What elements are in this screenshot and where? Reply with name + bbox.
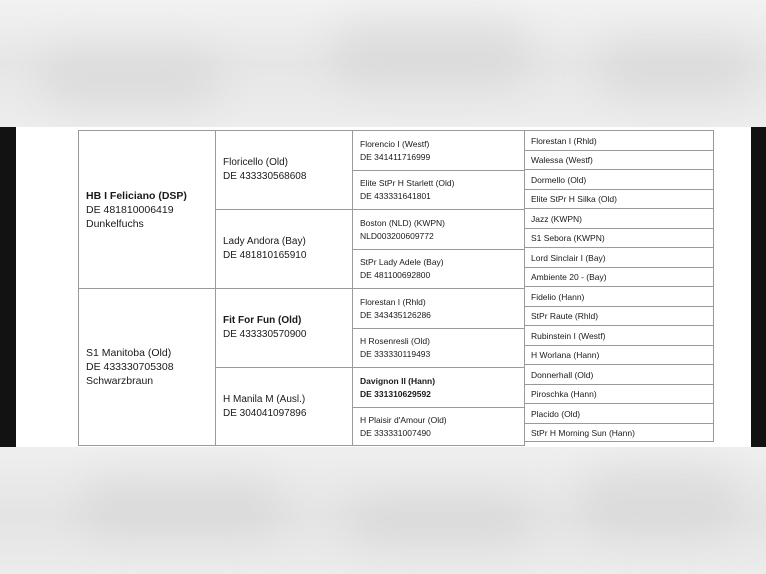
- ancestor-cell: S1 Sebora (KWPN): [525, 229, 714, 248]
- right-black-border: [751, 127, 766, 447]
- grandparent-registration: DE 433330570900: [223, 329, 307, 340]
- ancestor-cell: Walessa (Westf): [525, 151, 714, 170]
- parent-registration: DE 481810006419: [86, 203, 174, 216]
- great-grandparent-registration: DE 333330119493: [360, 349, 431, 359]
- ancestor-cell: H Worlana (Hann): [525, 346, 714, 365]
- great-grandparent-name: Elite StPr H Starlett (Old): [360, 178, 455, 188]
- great-grandparent-name: Boston (NLD) (KWPN): [360, 217, 446, 228]
- grandparents-column: [215, 130, 353, 446]
- parent-dam-cell: [79, 289, 216, 446]
- great-grandparent-registration: NLD003200609772: [360, 230, 434, 241]
- grandparent-registration: DE 304041097896: [223, 407, 307, 419]
- great-grandparent-cell: [353, 329, 525, 368]
- ancestor-cell: Lord Sinclair I (Bay): [525, 248, 714, 268]
- great-grandparents-column: [352, 130, 525, 446]
- great-grandparent-registration: DE 433331641801: [360, 191, 431, 201]
- great-grandparent-registration: DE 341411716999: [360, 151, 431, 162]
- ancestor-cell: Ambiente 20 - (Bay): [525, 268, 714, 287]
- grandparent-name: Fit For Fun (Old): [223, 315, 302, 326]
- ancestor-cell: StPr H Morning Sun (Hann): [525, 424, 714, 442]
- great-grandparent-cell: [353, 171, 525, 210]
- great-grandparent-cell: [353, 131, 525, 171]
- grandparent-cell: [216, 289, 353, 368]
- parent-registration: DE 433330705308: [86, 361, 174, 373]
- great-grandparent-cell: [353, 408, 525, 446]
- ancestor-cell: Dormello (Old): [525, 170, 714, 190]
- great-grandparent-name: H Rosenresli (Old): [360, 336, 430, 346]
- great-grandparent-name: Florencio I (Westf): [360, 138, 430, 149]
- ancestor-cell: Rubinstein I (Westf): [525, 326, 714, 346]
- ancestor-cell: Piroschka (Hann): [525, 385, 714, 404]
- pedigree-document: [16, 127, 751, 447]
- ancestor-cell: Elite StPr H Silka (Old): [525, 190, 714, 209]
- great-grandparent-cell: [353, 210, 525, 250]
- grandparent-cell: [216, 368, 353, 446]
- grandparent-name: H Manila M (Ausl.): [223, 393, 306, 405]
- left-black-border: [0, 127, 16, 447]
- grandparent-name: Lady Andora (Bay): [223, 236, 306, 247]
- ancestor-cell: Placido (Old): [525, 404, 714, 424]
- grandparent-cell: [216, 131, 353, 210]
- ancestor-cell: Florestan I (Rhld): [525, 131, 714, 151]
- parent-coat-color: Schwarzbraun: [86, 375, 154, 387]
- great-grandparent-name: StPr Lady Adele (Bay): [360, 257, 444, 267]
- ancestor-cell: Donnerhall (Old): [525, 365, 714, 385]
- great-grandparent-registration: DE 333331007490: [360, 427, 431, 438]
- great-grandparent-name: Florestan I (Rhld): [360, 296, 426, 307]
- parent-name: HB I Feliciano (DSP): [86, 189, 187, 202]
- ancestor-cell: Jazz (KWPN): [525, 209, 714, 229]
- great-great-grandparents-column: [524, 130, 714, 442]
- great-grandparent-registration: DE 331310629592: [360, 388, 431, 399]
- parent-name: S1 Manitoba (Old): [86, 347, 172, 359]
- blurred-background-bottom: [0, 447, 766, 574]
- ancestor-cell: Fidelio (Hann): [525, 287, 714, 307]
- ancestor-cell: StPr Raute (Rhld): [525, 307, 714, 326]
- great-grandparent-name: H Plaisir d'Amour (Old): [360, 414, 447, 425]
- parents-column: [78, 130, 216, 446]
- parent-coat-color: Dunkelfuchs: [86, 217, 144, 230]
- grandparent-registration: DE 481810165910: [223, 250, 307, 261]
- parent-sire-cell: [79, 131, 216, 289]
- grandparent-cell: [216, 210, 353, 289]
- great-grandparent-registration: DE 343435126286: [360, 309, 431, 320]
- great-grandparent-name: Davignon II (Hann): [360, 375, 436, 386]
- great-grandparent-registration: DE 481100692800: [360, 270, 431, 280]
- great-grandparent-cell: [353, 289, 525, 329]
- great-grandparent-cell: [353, 250, 525, 289]
- grandparent-registration: DE 433330568608: [223, 171, 307, 182]
- great-grandparent-cell: [353, 368, 525, 408]
- grandparent-name: Floricello (Old): [223, 157, 289, 168]
- blurred-background-top: [0, 0, 766, 127]
